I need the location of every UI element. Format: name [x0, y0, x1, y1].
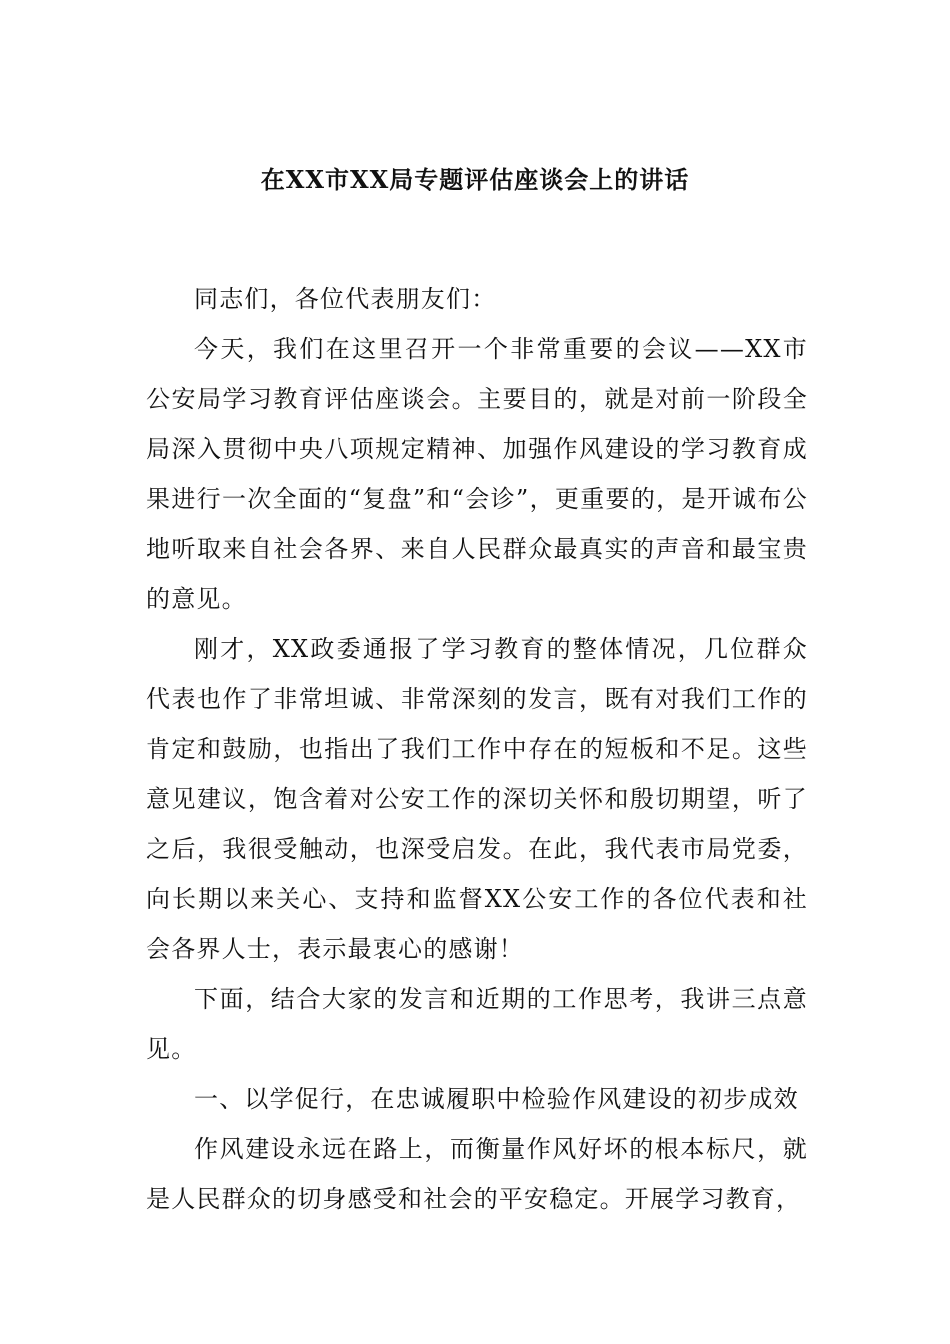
document-title: 在XX市XX局专题评估座谈会上的讲话: [260, 165, 690, 194]
salutation-paragraph: 同志们，各位代表朋友们：: [194, 285, 497, 313]
body-paragraph: 刚才，XX政委通报了学习教育的整体情况，几位群众代表也作了非常坦诚、非常深刻的发言，既有对我们工作的肯定和鼓励，也指出了我们工作中存在的短板和不足。这些意见建议，饱含着对公安工作的深切关怀和殷切期望，听了之后，我很受触动，也深受启发。在此，我代表市局党委，向长期以来关心、支持和监督XX公安工作的各位代表和社会各界人士，表示最衷心的感谢！: [146, 635, 808, 963]
document-body: [146, 274, 808, 1224]
body-paragraph: 作风建设永远在路上，而衡量作风好坏的根本标尺，就是人民群众的切身感受和社会的平安稳定。开展学习教育，: [146, 1135, 808, 1213]
body-paragraph: 下面，结合大家的发言和近期的工作思考，我讲三点意见。: [146, 985, 808, 1063]
body-paragraph: 今天，我们在这里召开一个非常重要的会议——XX市公安局学习教育评估座谈会。主要目的，就是对前一阶段全局深入贯彻中央八项规定精神、加强作风建设的学习教育成果进行一次全面的“复盘”和“会诊”，更重要的，是开诚布公地听取来自社会各界、来自人民群众最真实的声音和最宝贵的意见。: [146, 335, 808, 613]
section-heading: 一、以学促行，在忠诚履职中检验作风建设的初步成效: [194, 1085, 799, 1113]
